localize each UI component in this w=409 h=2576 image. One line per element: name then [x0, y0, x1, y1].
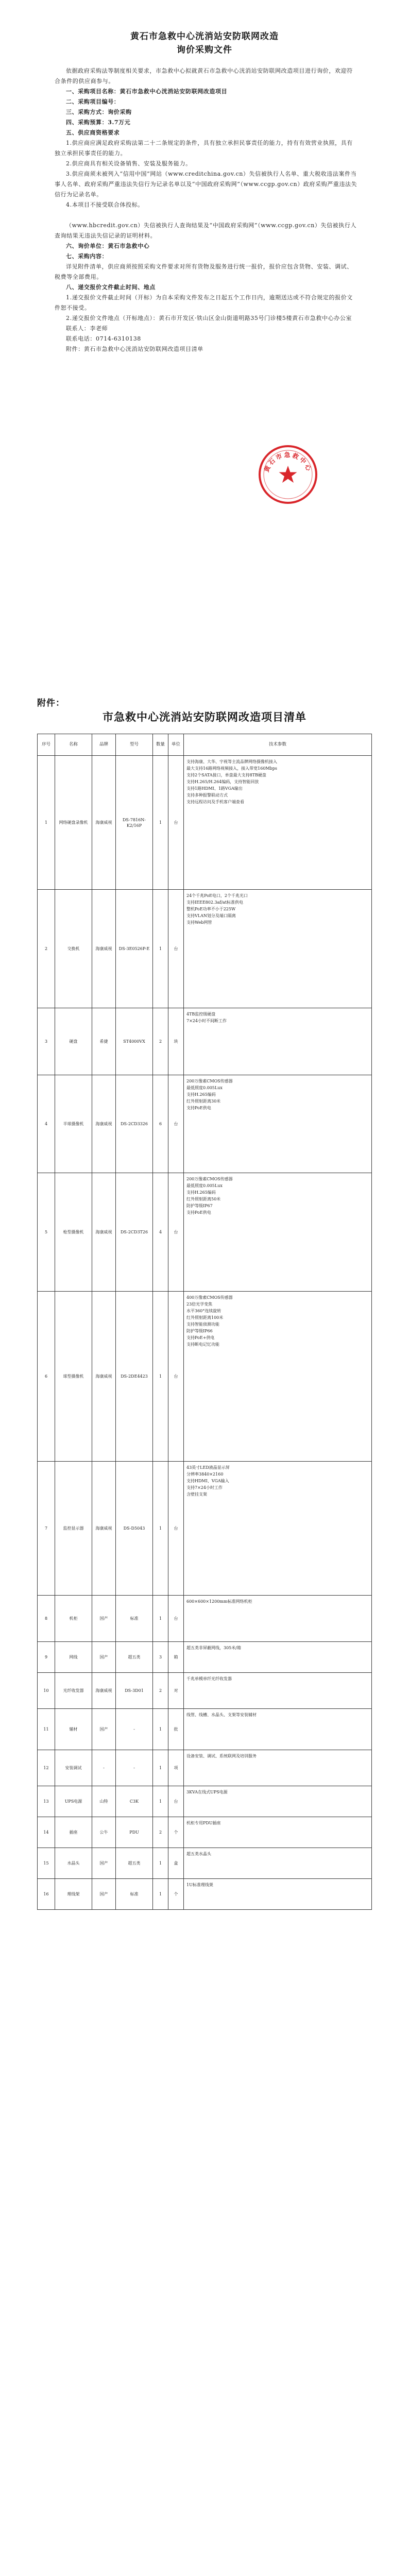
- requirement-4: 4.本项目不接受联合体投标。: [66, 201, 144, 208]
- intro-paragraph: 依据政府采购法等制度相关要求，市急救中心拟就黄石市急救中心洸消站安防联网改造项目进行询价，欢迎符合条件的供应商参与。: [55, 67, 353, 84]
- seal-text: 黄石市急救中心: [263, 451, 313, 473]
- cell-spec: [184, 1596, 372, 1642]
- cell-qty: 1: [153, 1848, 168, 1879]
- official-seal-icon: [258, 444, 318, 505]
- spec-line: 红外照射距离30米: [186, 1099, 221, 1104]
- attachment-title: 市急救中心洸消站安防联网改造项目清单: [103, 711, 306, 723]
- spec-line: 200万像素CMOS传感器: [186, 1079, 233, 1083]
- spec-line: 支持PoE供电: [186, 1210, 211, 1215]
- requirement-3: 3.供应商须未被列入“信用中国”网站（www.creditchina.gov.cn）失信被执行人名单、重大税收违法案件当事人名单、政府采购严重违法失信行为记录名单以及“中国政府采购网”（www.ccgp.gov.cn）政府采购严重违法失信行为记录名单。: [55, 171, 357, 198]
- table-row: [38, 1008, 372, 1075]
- table-row: [38, 1462, 372, 1596]
- notice-body: [55, 66, 359, 354]
- spec-line: 支持1路HDMI、1路VGA输出: [186, 786, 243, 791]
- cell-spec: [184, 1786, 372, 1817]
- spec-line: 防护等级IP67: [186, 1204, 213, 1208]
- cell-model: DS-D5043: [116, 1462, 153, 1596]
- cell-model: 标准: [116, 1596, 153, 1642]
- cell-brand: 国产: [92, 1879, 116, 1910]
- cell-spec: [184, 756, 372, 890]
- cell-unit: 台: [168, 1596, 184, 1642]
- table-row: [38, 1848, 372, 1879]
- cell-no: 9: [38, 1642, 55, 1673]
- cell-no: 12: [38, 1750, 55, 1786]
- spec-line: 支持H.265/H.264编码，支持智能回放: [186, 779, 259, 784]
- spec-line: 支持VLAN划分及端口隔离: [186, 913, 236, 918]
- spec-line: 支持Web网管: [186, 920, 212, 925]
- spec-line: 防护等级IP66: [186, 1329, 213, 1333]
- header-model: 型号: [116, 734, 153, 756]
- cell-brand: 海康威视: [92, 1462, 116, 1596]
- cell-name: 光纤收发器: [55, 1673, 92, 1709]
- cell-qty: 1: [153, 1596, 168, 1642]
- cell-no: 10: [38, 1673, 55, 1709]
- spec-line: 4TB监控级硬盘: [186, 1012, 216, 1016]
- deadline-2: 2.递交报价文件地点（开标地点）：黄石市开发区·铁山区金山街道明路35号门诊楼5楼黄石市急救中心办公室: [66, 315, 352, 321]
- cell-name: 安装调试: [55, 1750, 92, 1786]
- cell-brand: 山特: [92, 1786, 116, 1817]
- table-row: [38, 1673, 372, 1709]
- spec-line: 200万像素CMOS传感器: [186, 1177, 233, 1181]
- spec-line: 最低照度0.005Lux: [186, 1086, 223, 1090]
- spec-line: 43英寸LED液晶显示屏: [186, 1465, 230, 1470]
- cell-qty: 2: [153, 1673, 168, 1709]
- cell-spec: [184, 1817, 372, 1848]
- cell-spec: [184, 1709, 372, 1750]
- cell-qty: 2: [153, 1008, 168, 1075]
- cell-qty: 1: [153, 1462, 168, 1596]
- cell-spec: [184, 1462, 372, 1596]
- cell-brand: 海康威视: [92, 1292, 116, 1462]
- cell-unit: 箱: [168, 1642, 184, 1673]
- spec-line: 分辨率3840×2160: [186, 1472, 224, 1477]
- requirement-2: 2.供应商具有相关设备销售、安装及服务能力。: [66, 160, 192, 167]
- cell-brand: 海康威视: [92, 1173, 116, 1292]
- spec-line: 400万像素CMOS传感器: [186, 1295, 233, 1300]
- spec-line: 千兆单模单纤光纤收发器: [186, 1676, 232, 1681]
- spec-line: 红外照射距离100米: [186, 1315, 224, 1320]
- section-project-name: 一、采购项目名称：黄石市急救中心洸消站安防联网改造项目: [66, 88, 228, 95]
- cell-no: 15: [38, 1848, 55, 1879]
- cell-brand: 海康威视: [92, 890, 116, 1008]
- cell-qty: 1: [153, 890, 168, 1008]
- table-row: [38, 756, 372, 890]
- cell-name: 球型摄像机: [55, 1292, 92, 1462]
- spec-line: 设备安装、调试、系统联网及培训服务: [186, 1754, 257, 1758]
- cell-model: C3K: [116, 1786, 153, 1817]
- cell-name: 插座: [55, 1817, 92, 1848]
- cell-model: ST4000VX: [116, 1008, 153, 1075]
- cell-model: PDU: [116, 1817, 153, 1848]
- cell-model: DS-7816N-K2/16P: [116, 756, 153, 890]
- spec-line: 超五类非屏蔽网线，305米/箱: [186, 1646, 241, 1650]
- cell-name: 机柜: [55, 1596, 92, 1642]
- cell-qty: 1: [153, 756, 168, 890]
- spec-line: 超五类水晶头: [186, 1852, 211, 1856]
- cell-spec: [184, 1848, 372, 1879]
- cell-brand: 国产: [92, 1709, 116, 1750]
- cell-unit: 台: [168, 1292, 184, 1462]
- cell-brand: 国产: [92, 1848, 116, 1879]
- spec-line: 含壁挂支架: [186, 1492, 207, 1497]
- spec-line: 红外照射距离50米: [186, 1197, 221, 1201]
- cell-brand: 海康威视: [92, 756, 116, 890]
- cell-model: -: [116, 1709, 153, 1750]
- cell-model: 超五类: [116, 1642, 153, 1673]
- section-budget: 四、采购预算：3.7万元: [66, 119, 131, 126]
- spec-line: 线管、线槽、水晶头、支架等安装辅材: [186, 1713, 257, 1717]
- cell-qty: 2: [153, 1817, 168, 1848]
- spec-line: 支持HDMI、VGA输入: [186, 1479, 229, 1483]
- contact-person: 联系人：李老师: [66, 325, 108, 332]
- section-procurement-method: 三、采购方式：询价采购: [66, 109, 132, 115]
- spec-line: 1U标准理线架: [186, 1883, 213, 1887]
- cell-brand: 海康威视: [92, 1075, 116, 1173]
- cell-no: 11: [38, 1709, 55, 1750]
- cell-unit: 对: [168, 1673, 184, 1709]
- spec-line: 24个千兆PoE电口，2个千兆光口: [186, 893, 248, 898]
- table-row: [38, 1642, 372, 1673]
- cell-unit: 台: [168, 1786, 184, 1817]
- spec-line: 支持断电记忆功能: [186, 1342, 219, 1347]
- signature: 附件：黄石市急救中心洸消站安防联网改造项目清单: [66, 346, 203, 352]
- cell-name: 交换机: [55, 890, 92, 1008]
- cell-qty: 6: [153, 1075, 168, 1173]
- document-title: 黄石市急救中心洸消站安防联网改造: [130, 31, 279, 42]
- cell-unit: 块: [168, 1008, 184, 1075]
- cell-qty: 1: [153, 1709, 168, 1750]
- cell-unit: 个: [168, 1879, 184, 1910]
- cell-no: 7: [38, 1462, 55, 1596]
- spec-line: 最大支持16路网络视频接入，接入带宽160Mbps: [186, 766, 277, 771]
- cell-spec: [184, 890, 372, 1008]
- deadline-1: 1.递交报价文件截止时间（开标）为自本采购文件发布之日起五个工作日内，逾期送达或不符合规定的报价文件恕不接受。: [55, 294, 353, 311]
- section-qualification: 五、供应商资格要求: [66, 129, 120, 136]
- cell-qty: 1: [153, 1750, 168, 1786]
- spec-line: 支持海康、大华、宇视等主流品牌网络摄像机接入: [186, 759, 277, 764]
- cell-spec: [184, 1292, 372, 1462]
- spec-line: 支持H.265编码: [186, 1092, 216, 1097]
- section-project-number: 二、采购项目编号：: [66, 98, 120, 105]
- cell-name: 理线架: [55, 1879, 92, 1910]
- cell-no: 4: [38, 1075, 55, 1173]
- cell-model: 标准: [116, 1879, 153, 1910]
- header-qty: 数量: [153, 734, 168, 756]
- spec-line: 最低照度0.005Lux: [186, 1183, 223, 1188]
- contact-phone: 联系电话：0714-6310138: [66, 335, 141, 342]
- table-header-row: [38, 734, 372, 756]
- cell-brand: 希捷: [92, 1008, 116, 1075]
- requirement-1: 1.供应商应满足政府采购法第二十二条规定的条件，具有独立承担民事责任的能力，持有有效营业执照，具有独立承担民事责任的能力。: [55, 140, 353, 157]
- items-table: [37, 734, 372, 1910]
- cell-no: 14: [38, 1817, 55, 1848]
- table-row: [38, 1817, 372, 1848]
- section-content: 七、采购内容：: [66, 253, 108, 260]
- section-inquiry-unit: 六、询价单位：黄石市急救中心: [66, 243, 150, 249]
- cell-spec: [184, 1642, 372, 1673]
- cell-no: 6: [38, 1292, 55, 1462]
- cell-spec: [184, 1673, 372, 1709]
- cell-spec: [184, 1879, 372, 1910]
- cell-qty: 1: [153, 1292, 168, 1462]
- cell-model: DS-2CD3326: [116, 1075, 153, 1173]
- cell-qty: 4: [153, 1173, 168, 1292]
- spec-line: 支持智能侦测功能: [186, 1322, 219, 1327]
- notice-page: [0, 0, 409, 577]
- table-row: [38, 890, 372, 1008]
- table-row: [38, 1709, 372, 1750]
- cell-unit: 项: [168, 1750, 184, 1786]
- cell-model: DS-3E0526P-E: [116, 890, 153, 1008]
- spec-line: 23倍光学变焦: [186, 1302, 213, 1307]
- cell-brand: 海康威视: [92, 1673, 116, 1709]
- verify-note: （www.hbcredit.gov.cn）失信被执行人查询结果及“中国政府采购网”（www.ccgp.gov.cn）失信被执行人查询结果无违法失信记录的证明材料。: [55, 222, 357, 239]
- cell-no: 13: [38, 1786, 55, 1817]
- cell-name: 枪型摄像机: [55, 1173, 92, 1292]
- cell-brand: 公牛: [92, 1817, 116, 1848]
- spec-line: 支持PoE+供电: [186, 1335, 215, 1340]
- cell-unit: 台: [168, 1462, 184, 1596]
- spec-line: 整机PoE功率不小于225W: [186, 907, 236, 911]
- cell-name: 硬盘: [55, 1008, 92, 1075]
- cell-name: 网线: [55, 1642, 92, 1673]
- cell-qty: 3: [153, 1642, 168, 1673]
- spec-line: 600×600×1200mm标准网络机柜: [186, 1599, 252, 1604]
- cell-name: 监控显示器: [55, 1462, 92, 1596]
- spec-line: 支持IEEE802.3af/at标准供电: [186, 900, 243, 905]
- document-subtitle: 询价采购文件: [177, 45, 232, 55]
- header-unit: 单位: [168, 734, 184, 756]
- spec-line: 7×24小时不间断工作: [186, 1019, 227, 1023]
- cell-model: -: [116, 1750, 153, 1786]
- cell-unit: 台: [168, 1075, 184, 1173]
- spec-line: 机柜专用PDU插座: [186, 1821, 221, 1825]
- cell-no: 16: [38, 1879, 55, 1910]
- section-deadline: 八、递交报价文件截止时间、地点: [66, 284, 156, 291]
- cell-qty: 1: [153, 1879, 168, 1910]
- cell-unit: 批: [168, 1709, 184, 1750]
- table-row: [38, 1879, 372, 1910]
- cell-spec: [184, 1173, 372, 1292]
- cell-unit: 盒: [168, 1848, 184, 1879]
- spec-line: 支持7×24小时工作: [186, 1485, 223, 1490]
- cell-model: DS-2CD3T26: [116, 1173, 153, 1292]
- table-row: [38, 1075, 372, 1173]
- spec-line: 支持多种报警联动方式: [186, 793, 228, 798]
- cell-brand: -: [92, 1750, 116, 1786]
- cell-name: 辅材: [55, 1709, 92, 1750]
- cell-brand: 国产: [92, 1596, 116, 1642]
- table-row: [38, 1750, 372, 1786]
- content-paragraph: 详见附件清单，供应商须按照采购文件要求对所有货物及服务进行统一报价，报价应包含货物、安装、调试、税费等全部费用。: [55, 263, 353, 280]
- cell-unit: 台: [168, 756, 184, 890]
- cell-spec: [184, 1075, 372, 1173]
- spec-line: 3KVA在线式UPS电源: [186, 1790, 228, 1794]
- spec-line: 支持2个SATA接口，单盘最大支持8TB硬盘: [186, 773, 266, 777]
- spec-line: 支持PoE供电: [186, 1106, 211, 1110]
- cell-no: 5: [38, 1173, 55, 1292]
- spec-line: 支持远程访问及手机客户端查看: [186, 800, 244, 804]
- cell-unit: 个: [168, 1817, 184, 1848]
- cell-qty: 1: [153, 1786, 168, 1817]
- cell-spec: [184, 1008, 372, 1075]
- table-row: [38, 1786, 372, 1817]
- cell-model: DS-2DE4423: [116, 1292, 153, 1462]
- spec-line: 支持H.265编码: [186, 1190, 216, 1195]
- cell-no: 3: [38, 1008, 55, 1075]
- cell-name: 水晶头: [55, 1848, 92, 1879]
- header-name: 名称: [55, 734, 92, 756]
- cell-model: DS-3D01: [116, 1673, 153, 1709]
- cell-no: 2: [38, 890, 55, 1008]
- header-no: 序号: [38, 734, 55, 756]
- cell-unit: 台: [168, 890, 184, 1008]
- attachment-label: 附件：: [37, 698, 65, 708]
- table-row: [38, 1292, 372, 1462]
- cell-name: 半球摄像机: [55, 1075, 92, 1173]
- table-row: [38, 1173, 372, 1292]
- cell-unit: 台: [168, 1173, 184, 1292]
- header-spec: 技术参数: [184, 734, 372, 756]
- cell-model: 超五类: [116, 1848, 153, 1879]
- cell-spec: [184, 1750, 372, 1786]
- cell-no: 8: [38, 1596, 55, 1642]
- table-row: [38, 1596, 372, 1642]
- cell-no: 1: [38, 756, 55, 890]
- cell-name: UPS电源: [55, 1786, 92, 1817]
- cell-brand: 国产: [92, 1642, 116, 1673]
- spec-line: 水平360°连续旋转: [186, 1309, 221, 1313]
- header-brand: 品牌: [92, 734, 116, 756]
- cell-name: 网络硬盘录像机: [55, 756, 92, 890]
